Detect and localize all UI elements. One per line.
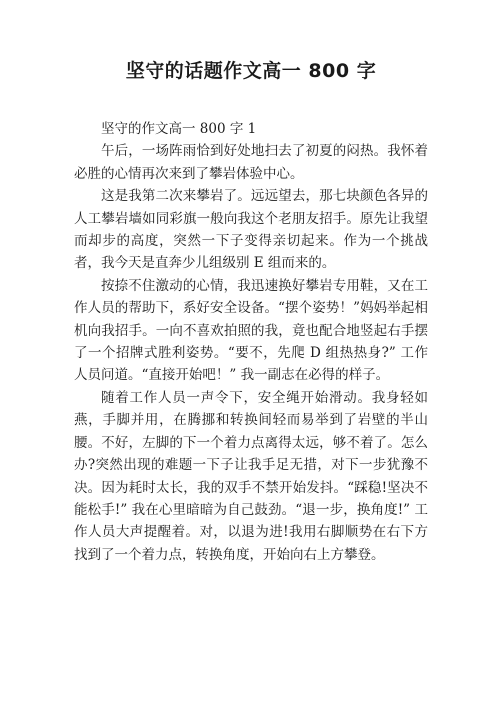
paragraph: 随着工作人员一声令下，安全绳开始滑动。我身轻如燕，手脚并用，在腾挪和转换间轻而易举到了岩壁的半山腰。不好，左脚的下一个着力点离得太远，够不着了。怎么办?突然出现的难题一下子让我手足无措，对下一步犹豫不决。因为耗时太长，我的双手不禁开始发抖。“踩稳!坚决不能松手!” 我在心里暗暗为自己鼓劲。“退一步，换角度!” 工作人员大声提醒着。对，以退为进!我用右脚顺势在右下方找到了一个着力点，转换角度，开始向右上方攀登。: [74, 389, 428, 563]
document-subtitle: 坚守的作文高一 800 字 1: [101, 121, 257, 137]
paragraph: 按捺不住激动的心情，我迅速换好攀岩专用鞋，又在工作人员的帮助下，系好安全设备。“摆个姿势！”妈妈举起相机向我招手。一向不喜欢拍照的我，竟也配合地竖起右手摆了一个招牌式胜利姿势。“要不，先爬 D 组热热身?” 工作人员问道。“直接开始吧！” 我一副志在必得的样子。: [74, 277, 428, 384]
paragraph: 这是我第二次来攀岩了。远远望去，那七块颜色各异的人工攀岩墙如同彩旗一般向我这个老朋友招手。原先让我望而却步的高度，突然一下子变得亲切起来。作为一个挑战者，我今天是直奔少儿组级别 E 组而来的。: [74, 188, 428, 272]
document-title: 坚守的话题作文高一 800 字: [125, 60, 377, 82]
paragraph: 午后，一场阵雨恰到好处地扫去了初夏的闷热。我怀着必胜的心情再次来到了攀岩体验中心。: [74, 143, 428, 182]
